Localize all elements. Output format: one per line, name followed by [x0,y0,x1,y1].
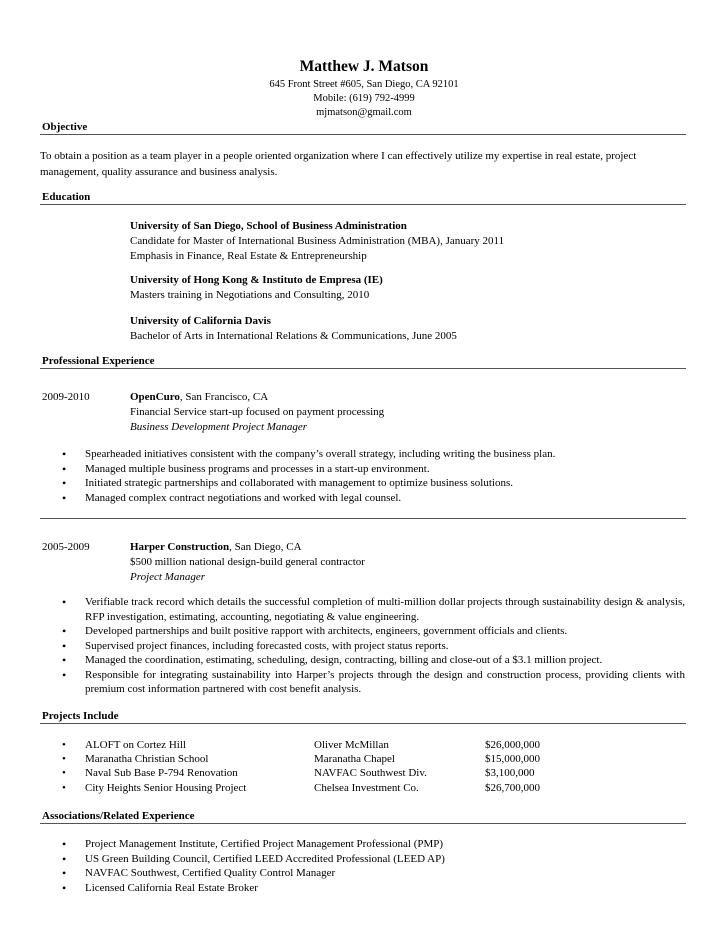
job-entry [130,390,384,435]
mobile-phone: Mobile: (619) 792-4999 [313,93,415,104]
section-divider [40,823,686,824]
table-row [62,752,685,767]
bullet-icon: • [62,782,66,794]
list-item: • Licensed California Real Estate Broker [85,881,685,896]
list-item: • Managed multiple business programs and processes in a start-up environment. [85,462,685,477]
degree-line: Masters training in Negotiations and Consulting, 2010 [130,289,370,301]
bullet-icon: • [62,739,66,751]
section-divider [40,134,686,135]
bullet-icon: • [62,753,66,765]
objective-text: To obtain a position as a team player in a people oriented organization where I can effectively utilize my expertise in real estate, project management, quality assurance and business analysis. [40,150,637,178]
list-item: • Managed complex contract negotiations and worked with legal counsel. [85,491,685,506]
education-heading: Education [42,191,91,203]
list-item: • US Green Building Council, Certified LEED Accredited Professional (LEED AP) [85,852,685,867]
company-description: $500 million national design-build general contractor [130,556,365,568]
list-item: • Supervised project finances, including forecasted costs, with project status reports. [85,639,685,654]
job-role: Business Development Project Manager [130,421,308,433]
section-divider [40,723,686,724]
project-value: $26,700,000 [485,782,540,794]
list-item: • Spearheaded initiatives consistent with the company’s overall strategy, including writing the business plan. [85,447,685,462]
associations-heading: Associations/Related Experience [42,810,195,822]
project-client: Maranatha Chapel [314,753,395,765]
degree-line: Bachelor of Arts in International Relations & Communications, June 2005 [130,330,457,342]
school-name: University of San Diego, School of Business Administration [130,220,407,232]
degree-line: Emphasis in Finance, Real Estate & Entrepreneurship [130,250,367,262]
experience-heading: Professional Experience [42,355,155,367]
project-name: Maranatha Christian School [85,753,209,765]
company-location: , San Diego, CA [229,541,302,553]
school-name: University of California Davis [130,315,271,327]
list-item: • NAVFAC Southwest, Certified Quality Control Manager [85,866,685,881]
section-divider [40,368,686,369]
project-name: Naval Sub Base P-794 Renovation [85,767,238,779]
project-client: Oliver McMillan [314,739,389,751]
address: 645 Front Street #605, San Diego, CA 92101 [269,79,459,90]
objective-heading: Objective [42,121,88,133]
list-item: • Verifiable track record which details the successful completion of multi-million dollar projects through sustainability design & analysis, RFP investigation, estimating, accounting, negotiating & value engineering. [85,595,685,624]
list-item: • Developed partnerships and built positive rapport with architects, engineers, government officials and clients. [85,624,685,639]
company-location: , San Francisco, CA [179,391,269,403]
bullet-icon: • [62,767,66,779]
project-name: ALOFT on Cortez Hill [85,739,186,751]
company-name: Harper Construction [130,541,230,553]
project-value: $26,000,000 [485,739,540,751]
project-value: $15,000,000 [485,753,540,765]
table-row [62,781,685,796]
list-item: • Managed the coordination, estimating, scheduling, design, contracting, billing and close-out of a $3.1 million project. [85,653,685,668]
job-entry [130,540,365,585]
section-divider [40,518,686,519]
table-row [62,766,685,781]
education-entry [130,314,457,344]
table-row [62,738,685,753]
project-client: Chelsea Investment Co. [314,782,419,794]
job-role: Project Manager [130,571,206,583]
list-item: • Project Management Institute, Certified Project Management Professional (PMP) [85,837,685,852]
school-name: University of Hong Kong & Instituto de Empresa (IE) [130,274,383,286]
email: mjmatson@gmail.com [316,107,412,118]
project-name: City Heights Senior Housing Project [85,782,247,794]
project-value: $3,100,000 [485,767,535,779]
associations-list [85,837,685,895]
candidate-name: Matthew J. Matson [299,58,429,75]
projects-heading: Projects Include [42,710,119,722]
company-description: Financial Service start-up focused on payment processing [130,406,385,418]
list-item: • Initiated strategic partnerships and collaborated with management to optimize business solutions. [85,476,685,491]
project-client: NAVFAC Southwest Div. [314,767,427,779]
job-dates: 2009-2010 [42,391,90,403]
section-divider [40,204,686,205]
degree-line: Candidate for Master of International Business Administration (MBA), January 2011 [130,235,505,247]
education-entry [130,273,383,303]
job-dates: 2005-2009 [42,541,90,553]
list-item: • Responsible for integrating sustainability into Harper’s projects through the design and construction process, providing clients with premium cost information partnered with cost benefit analysis. [85,668,685,697]
company-name: OpenCuro [130,391,180,403]
education-entry [130,219,504,264]
job-bullets [85,595,685,697]
job-bullets [85,447,685,505]
